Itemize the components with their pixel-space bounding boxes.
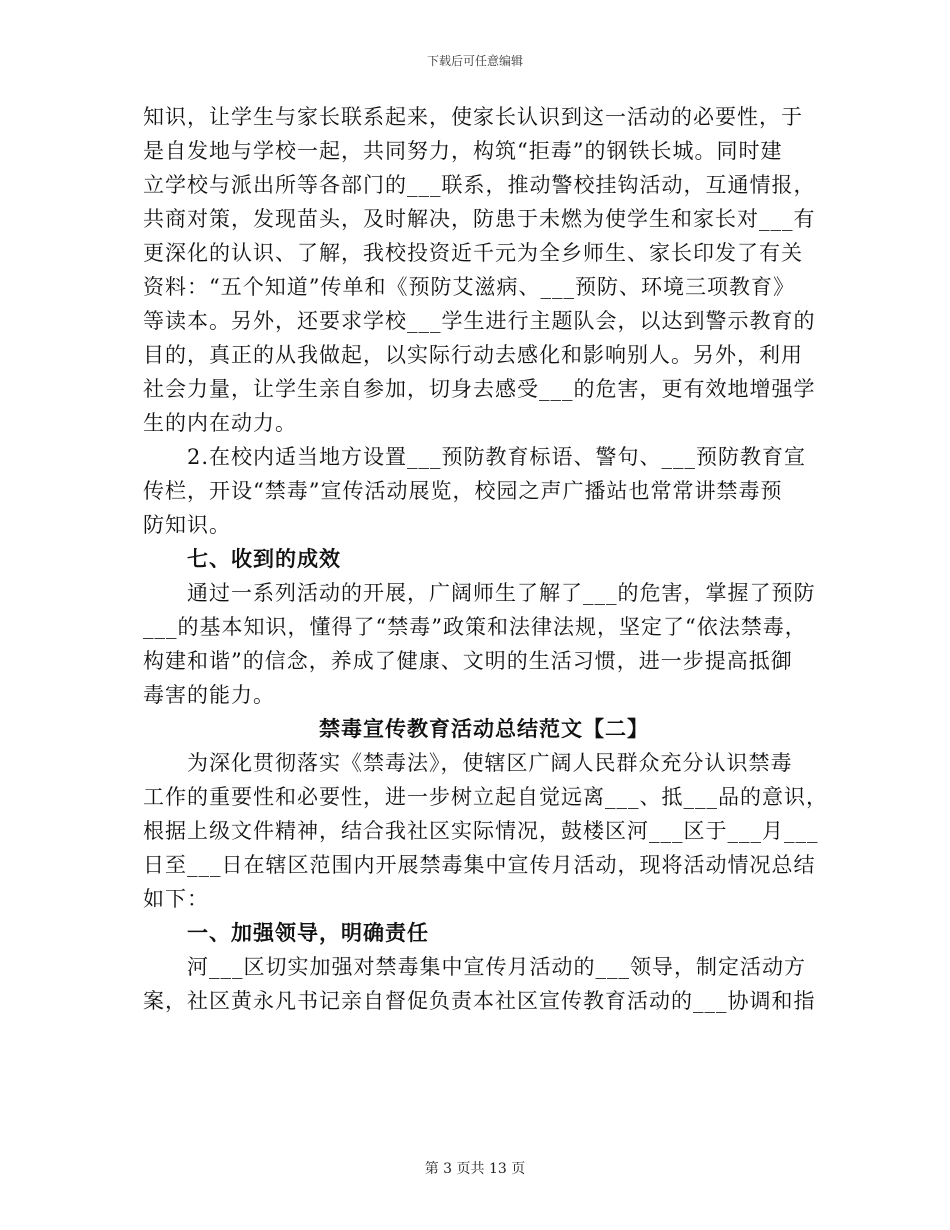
section-heading: 一、加强领导，明确责任 bbox=[187, 920, 429, 945]
text-line: 共商对策，发现苗头，及时解决，防患于未燃为使学生和家长对___有 bbox=[143, 207, 816, 231]
text-line: 日至___日在辖区范围内开展禁毒集中宣传月活动，现将活动情况总结 bbox=[143, 853, 816, 877]
text-line: 生的内在动力。 bbox=[143, 411, 297, 435]
text-line: 更深化的认识、了解，我校投资近千元为全乡师生、家长印发了有关 bbox=[143, 241, 803, 265]
text-line: 毒害的能力。 bbox=[143, 683, 275, 707]
document-body bbox=[143, 100, 828, 1018]
text-line: 如下： bbox=[143, 887, 209, 911]
text-line: 传栏，开设“禁毒”宣传活动展览，校园之声广播站也常常讲禁毒预 bbox=[143, 479, 783, 503]
section-heading: 七、收到的成效 bbox=[187, 546, 341, 571]
page-header: 下载后可任意编辑 bbox=[426, 54, 523, 68]
text-line: 2.在校内适当地方设置___预防教育标语、警句、___预防教育宣 bbox=[187, 445, 807, 469]
text-line: 通过一系列活动的开展，广阔师生了解了___的危害，掌握了预防 bbox=[187, 581, 816, 605]
text-line: 目的，真正的从我做起，以实际行动去感化和影响别人。另外，利用 bbox=[143, 343, 803, 367]
text-line: 根据上级文件精神，结合我社区实际情况，鼓楼区河___区于___月___ bbox=[143, 819, 819, 843]
text-line: 构建和谐”的信念，养成了健康、文明的生活习惯，进一步提高抵御 bbox=[143, 649, 793, 673]
text-line: 等读本。另外，还要求学校___学生进行主题队会，以达到警示教育的 bbox=[143, 309, 816, 333]
text-line: 案，社区黄永凡书记亲自督促负责本社区宣传教育活动的___协调和指 bbox=[143, 989, 816, 1013]
text-line: ___的基本知识，懂得了“禁毒”政策和法律法规，坚定了“依法禁毒， bbox=[143, 615, 807, 639]
page-number: 第 3 页共 13 页 bbox=[424, 1161, 526, 1177]
text-line: 社会力量，让学生亲自参加，切身去感受___的危害，更有效地增强学 bbox=[143, 377, 816, 401]
text-line: 资料：“五个知道”传单和《预防艾滋病、___预防、环境三项教育》 bbox=[143, 275, 795, 299]
text-line: 防知识。 bbox=[143, 513, 231, 537]
text-line: 是自发地与学校一起，共同努力，构筑“拒毒”的钢铁长城。同时建 bbox=[143, 139, 783, 163]
text-line: 知识，让学生与家长联系起来，使家长认识到这一活动的必要性，于 bbox=[143, 105, 803, 129]
text-line: 立学校与派出所等各部门的___联系，推动警校挂钩活动，互通情报， bbox=[143, 173, 816, 197]
text-line: 河___区切实加强对禁毒集中宣传月活动的___领导，制定活动方 bbox=[187, 955, 806, 979]
text-line: 为深化贯彻落实《禁毒法》，使辖区广阔人民群众充分认识禁毒 bbox=[187, 751, 793, 775]
text-line: 工作的重要性和必要性，进一步树立起自觉远离___、抵___品的意识， bbox=[143, 785, 828, 809]
article-title: 禁毒宣传教育活动总结范文【二】 bbox=[319, 716, 649, 741]
